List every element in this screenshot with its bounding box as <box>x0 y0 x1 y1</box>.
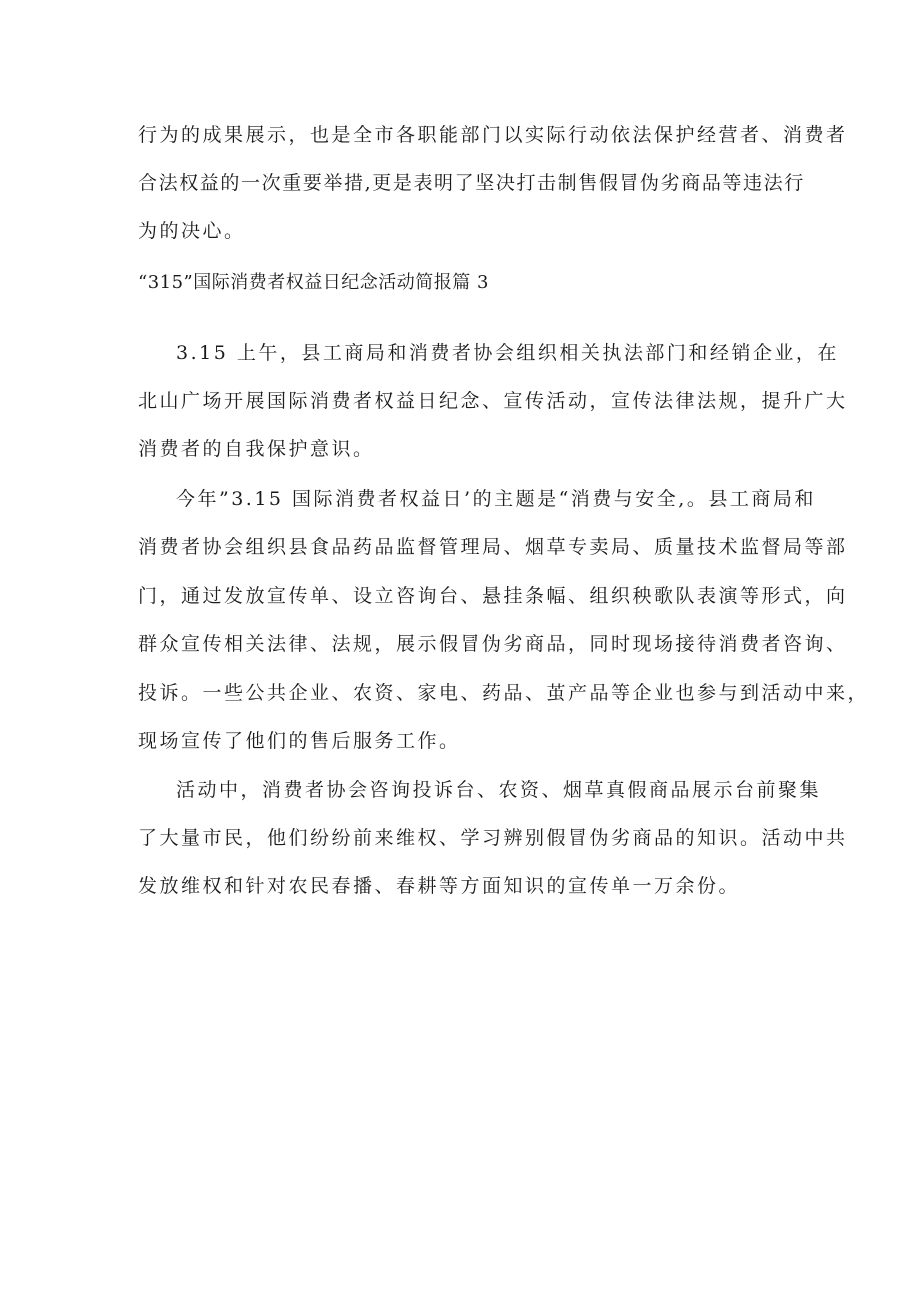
paragraph-3-line-1: 活动中，消费者协会咨询投诉台、农资、烟草真假商品展示台前聚集 <box>176 779 822 801</box>
paragraph-1-line-2: 北山广场开展国际消费者权益日纪念、宣传活动，宣传法律法规，提升广大 <box>138 390 848 412</box>
paragraph-2-line-6: 现场宣传了他们的售后服务工作。 <box>138 730 461 752</box>
paragraph-2-line-4: 群众宣传相关法律、法规，展示假冒伪劣商品，同时现场接待消费者咨询、 <box>138 633 848 655</box>
paragraph-1-line-1: 3.15 上午，县工商局和消费者协会组织相关执法部门和经销企业，在 <box>176 342 839 364</box>
intro-line-2: 合法权益的一次重要举措,更是表明了坚决打击制售假冒伪劣商品等违法行 <box>138 172 805 194</box>
section-heading: “315”国际消费者权益日纪念活动简报篇 3 <box>138 272 489 293</box>
intro-line-3: 为的决心。 <box>138 220 246 242</box>
paragraph-2-line-1: 今年”3.15 国际消费者权益日’的主题是“消费与安全,。县工商局和 <box>176 488 816 510</box>
paragraph-1-line-3: 消费者的自我保护意识。 <box>138 438 375 460</box>
paragraph-2-line-5: 投诉。一些公共企业、农资、家电、药品、茧产品等企业也参与到活动中来， <box>138 682 870 704</box>
paragraph-3-line-2: 了大量市民，他们纷纷前来维权、学习辨别假冒伪劣商品的知识。活动中共 <box>138 827 848 849</box>
paragraph-2-line-2: 消费者协会组织县食品药品监督管理局、烟草专卖局、质量技术监督局等部 <box>138 536 848 558</box>
paragraph-2-line-3: 门，通过发放宣传单、设立咨询台、悬挂条幅、组织秧歌队表演等形式，向 <box>138 585 848 607</box>
paragraph-3-line-3: 发放维权和针对农民春播、春耕等方面知识的宣传单一万余份。 <box>138 875 741 897</box>
intro-line-1: 行为的成果展示，也是全市各职能部门以实际行动依法保护经营者、消费者 <box>138 124 848 146</box>
